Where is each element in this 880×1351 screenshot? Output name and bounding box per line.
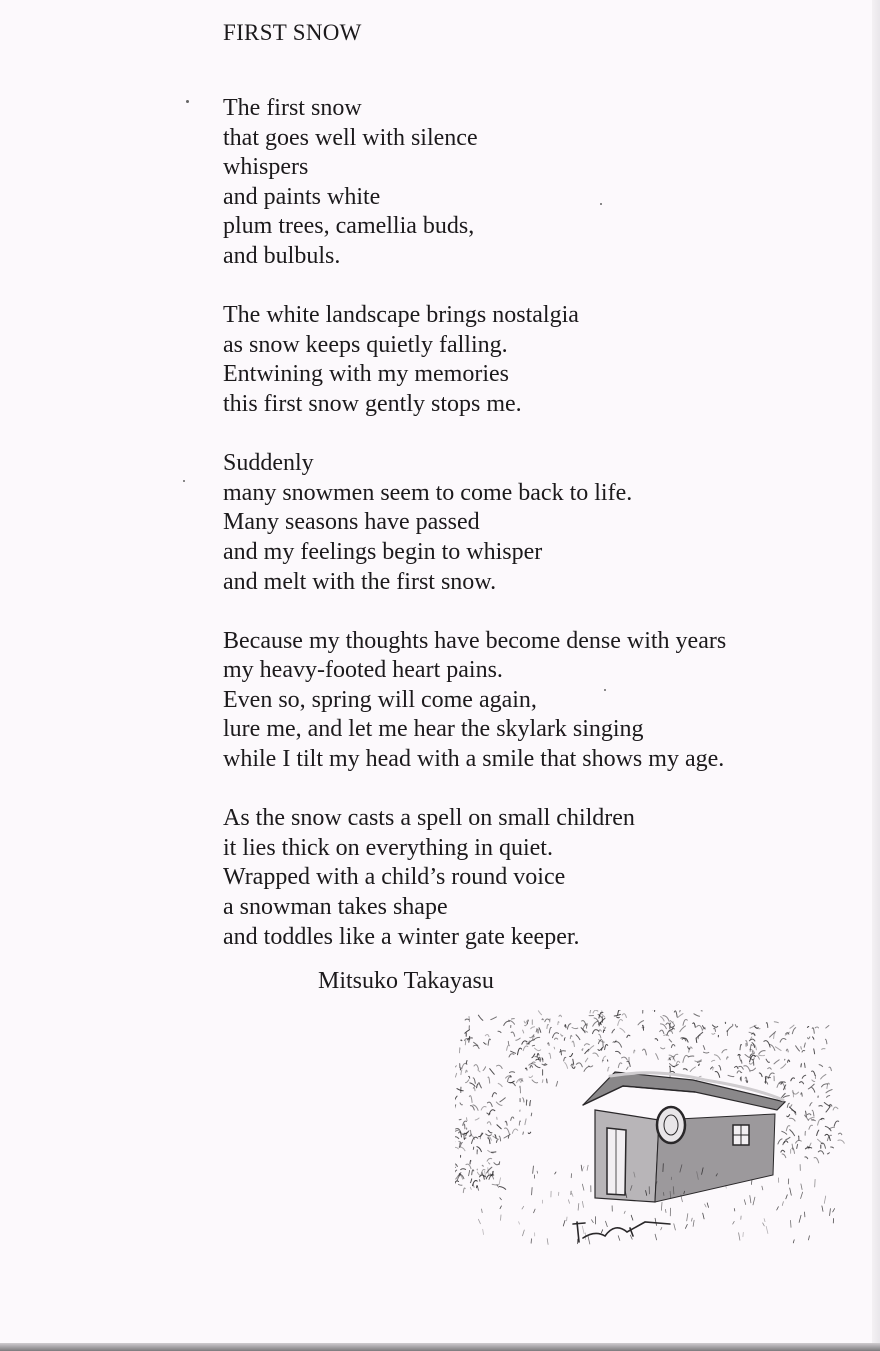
snowy-hut-sketch-icon (455, 1010, 845, 1260)
poem-body (223, 18, 843, 982)
page-bottom-edge (0, 1343, 880, 1351)
poem-line: as snow keeps quietly falling. (223, 331, 508, 358)
scan-speck (186, 100, 189, 103)
stanza-1 (223, 94, 843, 272)
stanza-4 (223, 627, 843, 775)
stanza-5 (223, 804, 843, 952)
poem-line: Even so, spring will come again, (223, 686, 537, 713)
poem-line: my heavy-footed heart pains. (223, 657, 503, 684)
poem-line: that goes well with silence (223, 124, 478, 151)
poem-line: Wrapped with a child’s round voice (223, 864, 566, 891)
poem-line: Because my thoughts have become dense with years (223, 627, 727, 654)
poem-line: and paints white (223, 183, 381, 210)
poem-line: plum trees, camellia buds, (223, 213, 475, 240)
scan-speck (604, 689, 606, 691)
poem-line: and melt with the first snow. (223, 568, 497, 595)
scan-speck (183, 480, 185, 482)
poem-author: Mitsuko Takayasu (318, 968, 494, 994)
poem-line: and my feelings begin to whisper (223, 538, 543, 565)
poem-line: The first snow (223, 95, 362, 121)
poem-line: whispers (223, 154, 309, 181)
poem-line: Suddenly (223, 450, 314, 477)
poem-line: As the snow casts a spell on small children (223, 805, 635, 832)
stanza-2 (223, 301, 843, 419)
poem-line: a snowman takes shape (223, 894, 448, 921)
poem-line: The white landscape brings nostalgia (223, 302, 579, 329)
scan-speck (600, 203, 602, 205)
poem-line: it lies thick on everything in quiet. (223, 834, 553, 861)
poem-line: many snowmen seem to come back to life. (223, 479, 633, 506)
poem-line: while I tilt my head with a smile that shows my age. (223, 746, 725, 773)
page-right-edge (872, 0, 880, 1351)
poem-title: FIRST SNOW (223, 20, 362, 45)
poem-line: Entwining with my memories (223, 361, 509, 388)
poem-line: and bulbuls. (223, 242, 341, 269)
stanza-3 (223, 449, 843, 597)
poem-line: this first snow gently stops me. (223, 390, 522, 417)
poem-line: and toddles like a winter gate keeper. (223, 923, 580, 950)
poem-line: lure me, and let me hear the skylark singing (223, 716, 644, 743)
poem-line: Many seasons have passed (223, 509, 480, 536)
